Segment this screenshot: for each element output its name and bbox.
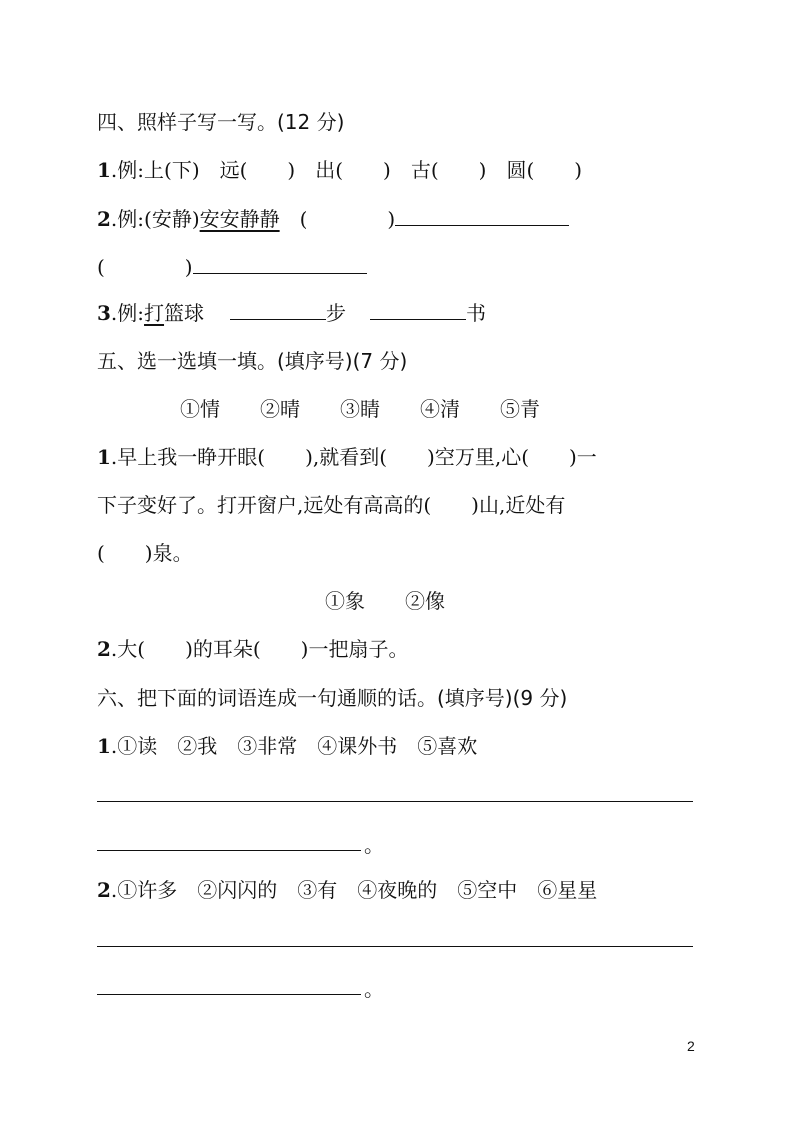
s4-q3-prefix: .例: [110, 301, 145, 325]
s5-options-2: ①象 ②像 [325, 589, 445, 613]
s4-q2-number: 2 [97, 207, 111, 231]
s5-q2 [97, 635, 409, 663]
s5-q2-text: .大( )的耳朵( )一把扇子。 [110, 637, 409, 661]
s4-q3-word-2: 书 [466, 301, 487, 325]
s5-q2-number: 2 [97, 637, 111, 661]
s6-q2-period: 。 [364, 977, 384, 1001]
s4-q3-blank-1[interactable] [230, 299, 326, 320]
s6-q2-answer-line-1[interactable] [97, 946, 693, 947]
s5-options-1: ①情 ②晴 ③睛 ④清 ⑤青 [180, 397, 540, 421]
s4-q2 [97, 205, 569, 233]
page-number: 2 [687, 1038, 695, 1054]
s4-q2-answer-blank-2[interactable] [193, 253, 367, 274]
s4-q3 [97, 299, 486, 327]
s4-q3-blank-2[interactable] [370, 299, 466, 320]
s5-q1-line2: 下子变好了。打开窗户,远处有高高的( )山,近处有 [97, 493, 566, 517]
s6-q1-answer-line-1[interactable] [97, 801, 693, 802]
s5-q1-text-1: .早上我一睁开眼( ),就看到( )空万里,心( )一 [110, 445, 597, 469]
s5-q1-number: 1 [97, 445, 111, 469]
s4-q1-text: .例:上(下) 远( ) 出( ) 古( ) 圆( ) [110, 158, 583, 182]
s4-q3-example-verb: 打 [144, 301, 165, 325]
s4-q1-number: 1 [97, 158, 111, 182]
s4-q2-paren-2: ( ) [97, 255, 193, 279]
s4-q2-example: 安安静静 [199, 207, 280, 231]
s4-q3-example-rest: 篮球 [164, 301, 205, 325]
s5-q1-line3: ( )泉。 [97, 541, 193, 565]
s6-q2-answer-line-2[interactable] [97, 994, 361, 995]
section-4-title: 四、照样子写一写。(12 分) [97, 110, 345, 134]
s4-q2-line2 [97, 253, 367, 281]
section-6-title: 六、把下面的词语连成一句通顺的话。(填序号)(9 分) [97, 686, 568, 710]
s4-q3-word-1: 步 [326, 301, 347, 325]
s4-q2-paren: ( ) [279, 207, 396, 231]
s5-q1-line1 [97, 443, 597, 471]
s6-q1 [97, 732, 477, 760]
s4-q3-number: 3 [97, 301, 111, 325]
s6-q2-text: .①许多 ②闪闪的 ③有 ④夜晚的 ⑤空中 ⑥星星 [110, 878, 598, 902]
s4-q1 [97, 156, 582, 184]
s6-q1-period: 。 [364, 833, 384, 857]
s6-q2-number: 2 [97, 878, 111, 902]
s6-q1-number: 1 [97, 734, 111, 758]
s4-q2-answer-blank-1[interactable] [395, 205, 569, 226]
section-5-title: 五、选一选填一填。(填序号)(7 分) [97, 349, 408, 373]
s6-q1-answer-line-2[interactable] [97, 850, 361, 851]
s6-q1-text: .①读 ②我 ③非常 ④课外书 ⑤喜欢 [110, 734, 478, 758]
s4-q2-prefix: .例:(安静) [110, 207, 200, 231]
s6-q2 [97, 876, 597, 904]
